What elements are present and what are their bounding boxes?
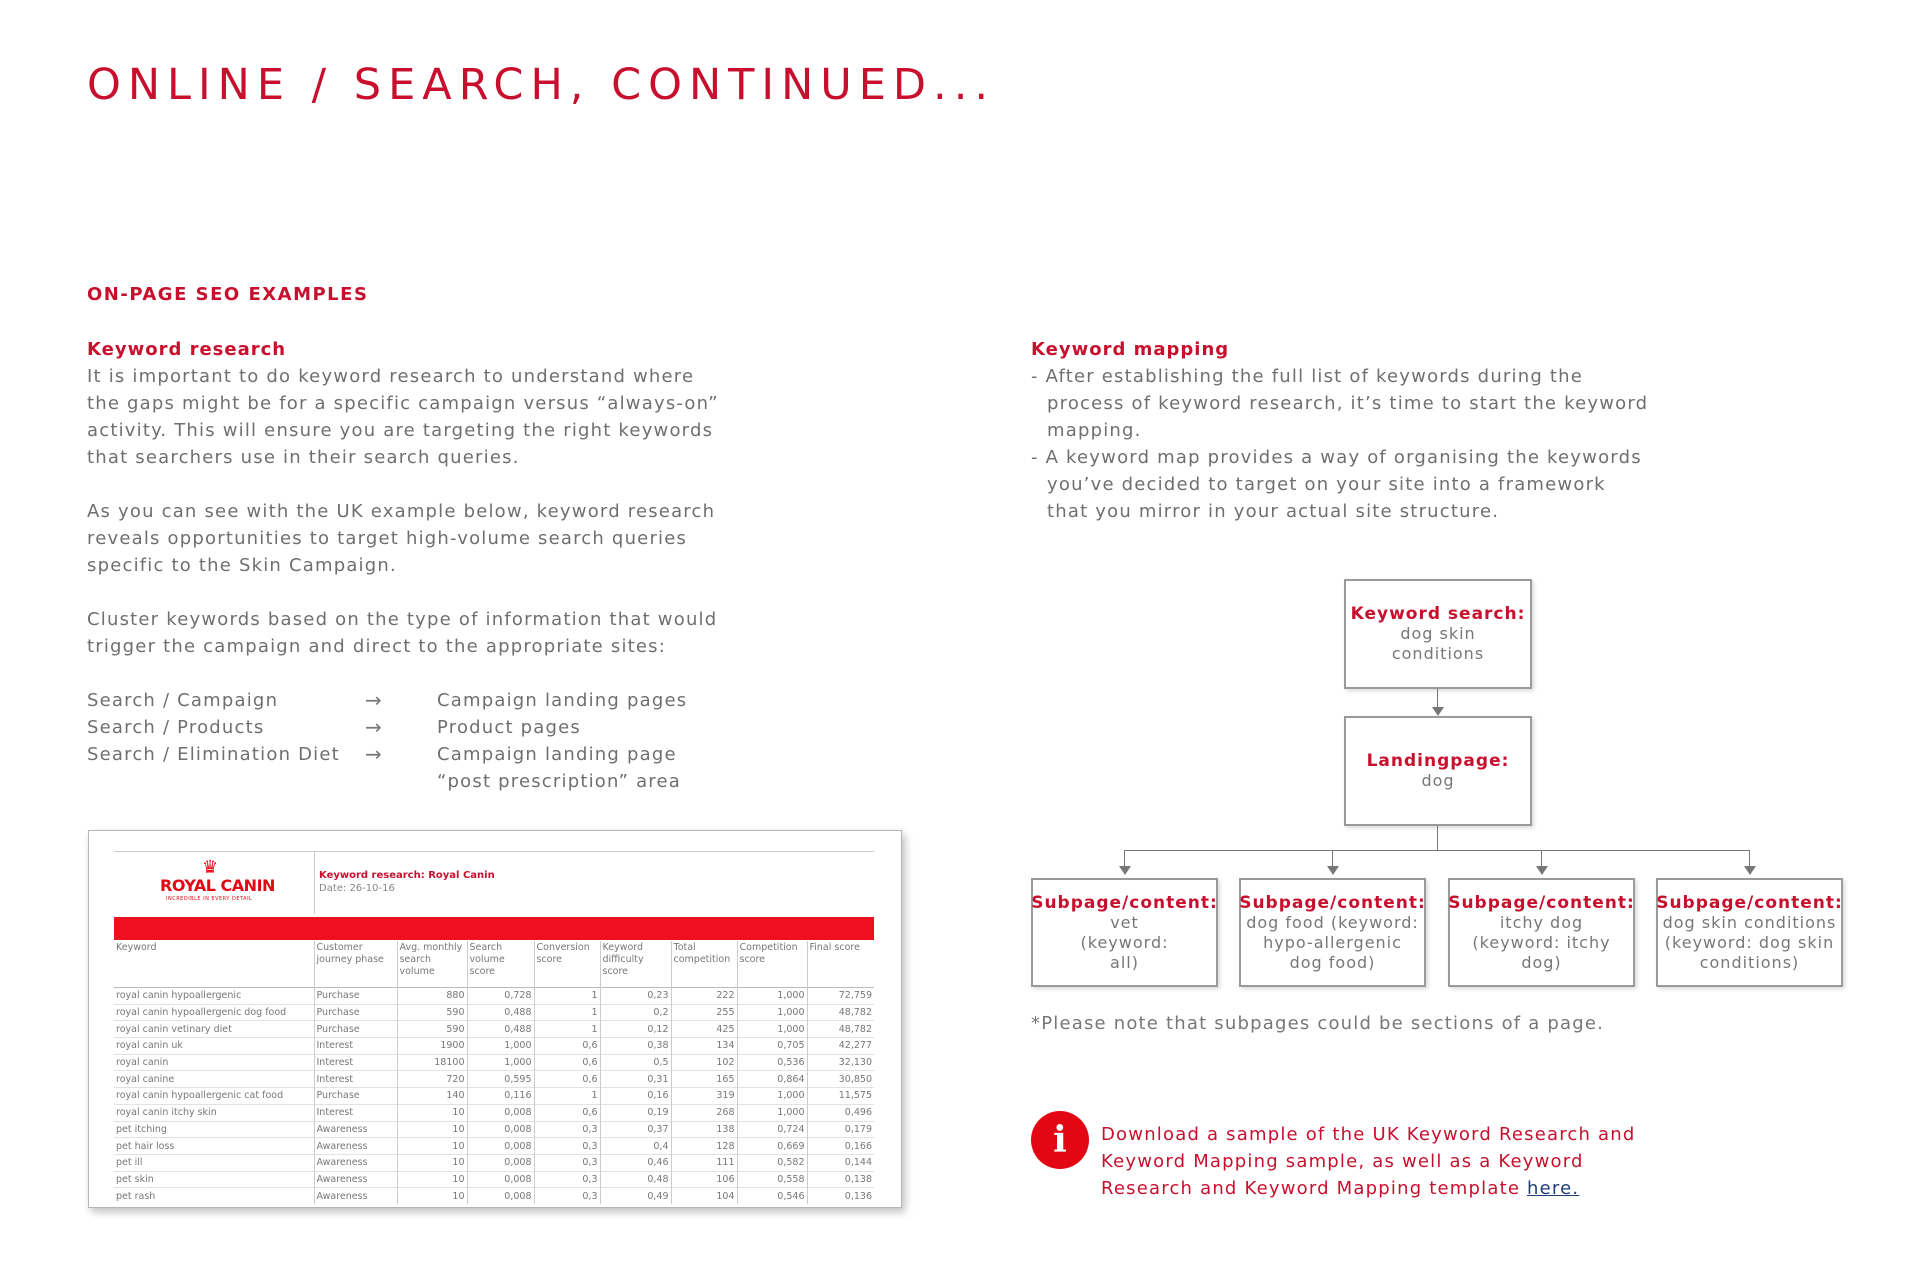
- box-title: Subpage/content:: [1239, 892, 1426, 913]
- box-text: itchy dog (keyword: itchy dog): [1472, 912, 1611, 972]
- table-cell: 0,546: [737, 1188, 807, 1204]
- table-cell: 1: [534, 988, 600, 1005]
- table-cell: 0,6: [534, 1071, 600, 1088]
- table-cell: 0,38: [600, 1038, 671, 1055]
- brand-name: ROYAL CANIN: [160, 876, 275, 895]
- table-cell: 1: [534, 1088, 600, 1105]
- table-cell: 0,179: [807, 1121, 874, 1138]
- table-row: [114, 1021, 874, 1038]
- column-header: Competition score: [737, 941, 807, 988]
- table-cell: 10: [397, 1154, 467, 1171]
- download-description: Download a sample of the UK Keyword Research and Keyword Mapping sample, as well as a Keyword Research and Keyword Mapping template: [1101, 1124, 1636, 1199]
- cluster-source: Search / Campaign: [87, 690, 279, 711]
- table-cell: 18100: [397, 1054, 467, 1071]
- table-row: [114, 1121, 874, 1138]
- cluster-row: [87, 687, 727, 714]
- table-cell: 0,2: [600, 1004, 671, 1021]
- table-cell: 0,3: [534, 1154, 600, 1171]
- table-cell: 590: [397, 1004, 467, 1021]
- info-icon: i: [1031, 1111, 1089, 1169]
- table-cell: 134: [671, 1038, 737, 1055]
- table-cell: 0,3: [534, 1171, 600, 1188]
- table-cell: 30,850: [807, 1071, 874, 1088]
- table-row: [114, 988, 874, 1005]
- table-cell: Purchase: [314, 1004, 397, 1021]
- table-cell: 0,6: [534, 1054, 600, 1071]
- connector-line: [1332, 850, 1333, 866]
- keyword-research-spreadsheet: [88, 830, 902, 1208]
- cluster-target: “post prescription” area: [437, 771, 682, 792]
- table-cell: Interest: [314, 1054, 397, 1071]
- table-cell: royal canin itchy skin: [114, 1104, 314, 1121]
- table-row: [114, 1071, 874, 1088]
- table-cell: 10: [397, 1104, 467, 1121]
- table-cell: 0,558: [737, 1171, 807, 1188]
- table-cell: royal canine: [114, 1071, 314, 1088]
- table-cell: 102: [671, 1054, 737, 1071]
- keyword-table: [114, 941, 874, 1204]
- table-cell: 590: [397, 1021, 467, 1038]
- table-cell: Awareness: [314, 1188, 397, 1204]
- table-cell: 1,000: [467, 1054, 534, 1071]
- box-text: dog skin conditions: [1391, 624, 1485, 663]
- keyword-research-title: Keyword research: [87, 339, 287, 360]
- table-cell: 0,595: [467, 1071, 534, 1088]
- table-cell: 0,488: [467, 1021, 534, 1038]
- spreadsheet-title: Keyword research: Royal Canin: [319, 870, 495, 881]
- table-cell: 0,144: [807, 1154, 874, 1171]
- table-cell: 0,724: [737, 1121, 807, 1138]
- keyword-research-section: [87, 336, 727, 687]
- table-cell: Purchase: [314, 1088, 397, 1105]
- table-cell: 10: [397, 1138, 467, 1155]
- table-row: [114, 1138, 874, 1155]
- subpage-note: *Please note that subpages could be sections of a page.: [1031, 1013, 1605, 1034]
- table-cell: royal canin hypoallergenic: [114, 988, 314, 1005]
- table-cell: 32,130: [807, 1054, 874, 1071]
- cluster-source: Search / Products: [87, 717, 265, 738]
- table-cell: 0,008: [467, 1171, 534, 1188]
- connector-line: [1437, 826, 1438, 850]
- table-cell: 0,496: [807, 1104, 874, 1121]
- subpage-box: [1031, 878, 1218, 987]
- table-cell: 0,12: [600, 1021, 671, 1038]
- table-cell: 0,008: [467, 1154, 534, 1171]
- column-header: Search volume score: [467, 941, 534, 988]
- table-cell: Interest: [314, 1071, 397, 1088]
- table-cell: 222: [671, 988, 737, 1005]
- column-header: Avg. monthly search volume: [397, 941, 467, 988]
- box-title: Subpage/content:: [1448, 892, 1635, 913]
- keyword-search-box: [1344, 579, 1532, 689]
- keyword-research-paragraph-1: It is important to do keyword research to understand where the gaps might be for a specific campaign versus “always-on” activity. This will ensure you are targeting the right keywords that searchers use in their search queries.: [87, 366, 719, 468]
- cluster-list: [87, 687, 727, 795]
- table-cell: pet rash: [114, 1188, 314, 1204]
- keyword-mapping-bullet-2: - A keyword map provides a way of organising the keywords you’ve decided to target on your site into a framework that you mirror in your actual site structure.: [1031, 447, 1642, 522]
- table-cell: 0,008: [467, 1121, 534, 1138]
- table-cell: 0,138: [807, 1171, 874, 1188]
- table-cell: 1900: [397, 1038, 467, 1055]
- box-title: Keyword search:: [1350, 604, 1526, 624]
- cluster-row: [87, 714, 727, 741]
- box-text: dog food (keyword: hypo-allergenic dog food): [1246, 912, 1419, 972]
- column-header: Customer journey phase: [314, 941, 397, 988]
- table-row: [114, 1004, 874, 1021]
- table-cell: 0,864: [737, 1071, 807, 1088]
- table-cell: Awareness: [314, 1154, 397, 1171]
- cluster-row: [87, 768, 727, 795]
- table-cell: 1,000: [737, 1021, 807, 1038]
- table-cell: 0,008: [467, 1138, 534, 1155]
- table-cell: 10: [397, 1188, 467, 1204]
- connector-line: [1749, 850, 1750, 866]
- column-header: Final score: [809, 942, 860, 953]
- box-text: dog: [1421, 771, 1455, 790]
- table-cell: 0,536: [737, 1054, 807, 1071]
- table-cell: 0,116: [467, 1088, 534, 1105]
- subpage-box: [1656, 878, 1843, 987]
- box-text: dog skin conditions (keyword: dog skin conditions): [1662, 912, 1837, 972]
- table-cell: 104: [671, 1188, 737, 1204]
- keyword-research-paragraph-3: Cluster keywords based on the type of information that would trigger the campaign and direct to the appropriate sites:: [87, 609, 718, 657]
- table-row: [114, 1171, 874, 1188]
- table-cell: 0,49: [600, 1188, 671, 1204]
- table-cell: 48,782: [807, 1004, 874, 1021]
- table-cell: 0,728: [467, 988, 534, 1005]
- table-cell: 0,16: [600, 1088, 671, 1105]
- table-cell: 42,277: [807, 1038, 874, 1055]
- table-cell: 0,3: [534, 1138, 600, 1155]
- table-cell: 0,582: [737, 1154, 807, 1171]
- table-cell: 1: [534, 1021, 600, 1038]
- table-cell: 0,6: [534, 1038, 600, 1055]
- table-cell: 0,37: [600, 1121, 671, 1138]
- table-cell: Awareness: [314, 1138, 397, 1155]
- table-cell: Interest: [314, 1104, 397, 1121]
- subpage-box: [1448, 878, 1635, 987]
- connector-line: [1124, 850, 1125, 866]
- cluster-source: Search / Elimination Diet: [87, 744, 340, 765]
- table-cell: 1,000: [737, 988, 807, 1005]
- arrow-right-icon: →: [365, 715, 383, 739]
- table-cell: 1: [534, 1004, 600, 1021]
- table-cell: Awareness: [314, 1121, 397, 1138]
- table-row: [114, 1188, 874, 1204]
- table-cell: 48,782: [807, 1021, 874, 1038]
- table-cell: 319: [671, 1088, 737, 1105]
- download-link[interactable]: here.: [1527, 1178, 1580, 1199]
- table-cell: 0,4: [600, 1138, 671, 1155]
- table-cell: 0,166: [807, 1138, 874, 1155]
- table-cell: 106: [671, 1171, 737, 1188]
- spreadsheet-header: [114, 851, 874, 916]
- box-title: Landingpage:: [1366, 751, 1510, 771]
- table-cell: 165: [671, 1071, 737, 1088]
- table-cell: 0,31: [600, 1071, 671, 1088]
- table-cell: 72,759: [807, 988, 874, 1005]
- table-row: [114, 1054, 874, 1071]
- column-header: Keyword difficulty score: [600, 941, 671, 988]
- table-cell: 10: [397, 1121, 467, 1138]
- table-cell: 138: [671, 1121, 737, 1138]
- royal-canin-logo: [114, 852, 315, 914]
- arrow-down-icon: [1432, 707, 1444, 716]
- table-cell: pet itching: [114, 1121, 314, 1138]
- table-cell: Awareness: [314, 1171, 397, 1188]
- table-cell: 1,000: [467, 1038, 534, 1055]
- brand-tagline: INCREDIBLE IN EVERY DETAIL: [166, 896, 253, 902]
- table-cell: Purchase: [314, 988, 397, 1005]
- table-cell: 140: [397, 1088, 467, 1105]
- keyword-mapping-section: [1031, 336, 1651, 525]
- cluster-target: Campaign landing page: [437, 744, 677, 765]
- table-cell: pet hair loss: [114, 1138, 314, 1155]
- table-cell: 1,000: [737, 1104, 807, 1121]
- table-cell: 0,008: [467, 1188, 534, 1204]
- connector-line: [1541, 850, 1542, 866]
- keyword-research-paragraph-2: As you can see with the UK example below, keyword research reveals opportunities to target high-volume search queries specific to the Skin Campaign.: [87, 501, 716, 576]
- table-row: [114, 1088, 874, 1105]
- table-cell: 111: [671, 1154, 737, 1171]
- table-cell: 0,48: [600, 1171, 671, 1188]
- table-cell: Interest: [314, 1038, 397, 1055]
- keyword-mapping-bullet-1: - After establishing the full list of keywords during the process of keyword research, it’s time to start the keyword mapping.: [1031, 366, 1649, 441]
- table-cell: royal canin: [114, 1054, 314, 1071]
- arrow-down-icon: [1744, 866, 1756, 875]
- table-cell: 0,23: [600, 988, 671, 1005]
- arrow-down-icon: [1536, 866, 1548, 875]
- table-cell: royal canin uk: [114, 1038, 314, 1055]
- table-cell: 0,3: [534, 1121, 600, 1138]
- cluster-target: Campaign landing pages: [437, 690, 688, 711]
- table-cell: 268: [671, 1104, 737, 1121]
- table-cell: 425: [671, 1021, 737, 1038]
- crown-icon: ♛: [202, 857, 219, 878]
- cluster-target: Product pages: [437, 717, 581, 738]
- table-cell: 0,3: [534, 1188, 600, 1204]
- box-title: Subpage/content:: [1031, 892, 1218, 913]
- arrow-down-icon: [1327, 866, 1339, 875]
- table-cell: 0,488: [467, 1004, 534, 1021]
- table-cell: pet skin: [114, 1171, 314, 1188]
- column-header: Keyword: [114, 941, 314, 988]
- table-cell: royal canin vetinary diet: [114, 1021, 314, 1038]
- cluster-row: [87, 741, 727, 768]
- table-cell: 0,5: [600, 1054, 671, 1071]
- table-cell: royal canin hypoallergenic cat food: [114, 1088, 314, 1105]
- table-cell: Purchase: [314, 1021, 397, 1038]
- table-cell: 0,136: [807, 1188, 874, 1204]
- page-title: ONLINE / SEARCH, CONTINUED...: [87, 60, 996, 110]
- table-cell: 1,000: [737, 1088, 807, 1105]
- connector-line: [1437, 689, 1438, 709]
- landing-page-box: [1344, 716, 1532, 826]
- keyword-mapping-title: Keyword mapping: [1031, 339, 1230, 360]
- table-cell: 10: [397, 1171, 467, 1188]
- table-cell: 0,46: [600, 1154, 671, 1171]
- table-cell: 0,008: [467, 1104, 534, 1121]
- table-row: [114, 1154, 874, 1171]
- table-cell: 880: [397, 988, 467, 1005]
- table-cell: 0,6: [534, 1104, 600, 1121]
- spreadsheet-date: Date: 26-10-16: [319, 883, 395, 894]
- download-text: [1101, 1121, 1661, 1202]
- table-cell: royal canin hypoallergenic dog food: [114, 1004, 314, 1021]
- connector-line: [1124, 850, 1750, 851]
- table-cell: 1,000: [737, 1004, 807, 1021]
- table-cell: 0,19: [600, 1104, 671, 1121]
- box-text: vet (keyword: all): [1080, 912, 1169, 972]
- arrow-down-icon: [1119, 866, 1131, 875]
- table-cell: 0,705: [737, 1038, 807, 1055]
- table-cell: pet ill: [114, 1154, 314, 1171]
- table-row: [114, 1038, 874, 1055]
- column-header: Total competition: [671, 941, 737, 988]
- section-heading: ON-PAGE SEO EXAMPLES: [87, 284, 369, 305]
- column-header: Conversion score: [534, 941, 600, 988]
- table-cell: 128: [671, 1138, 737, 1155]
- table-cell: 255: [671, 1004, 737, 1021]
- table-cell: 0,669: [737, 1138, 807, 1155]
- arrow-right-icon: →: [365, 742, 383, 766]
- table-cell: 720: [397, 1071, 467, 1088]
- table-cell: 11,575: [807, 1088, 874, 1105]
- table-row: [114, 1104, 874, 1121]
- box-title: Subpage/content:: [1656, 892, 1843, 913]
- arrow-right-icon: →: [365, 688, 383, 712]
- header-bar: [114, 917, 874, 940]
- subpage-box: [1239, 878, 1426, 987]
